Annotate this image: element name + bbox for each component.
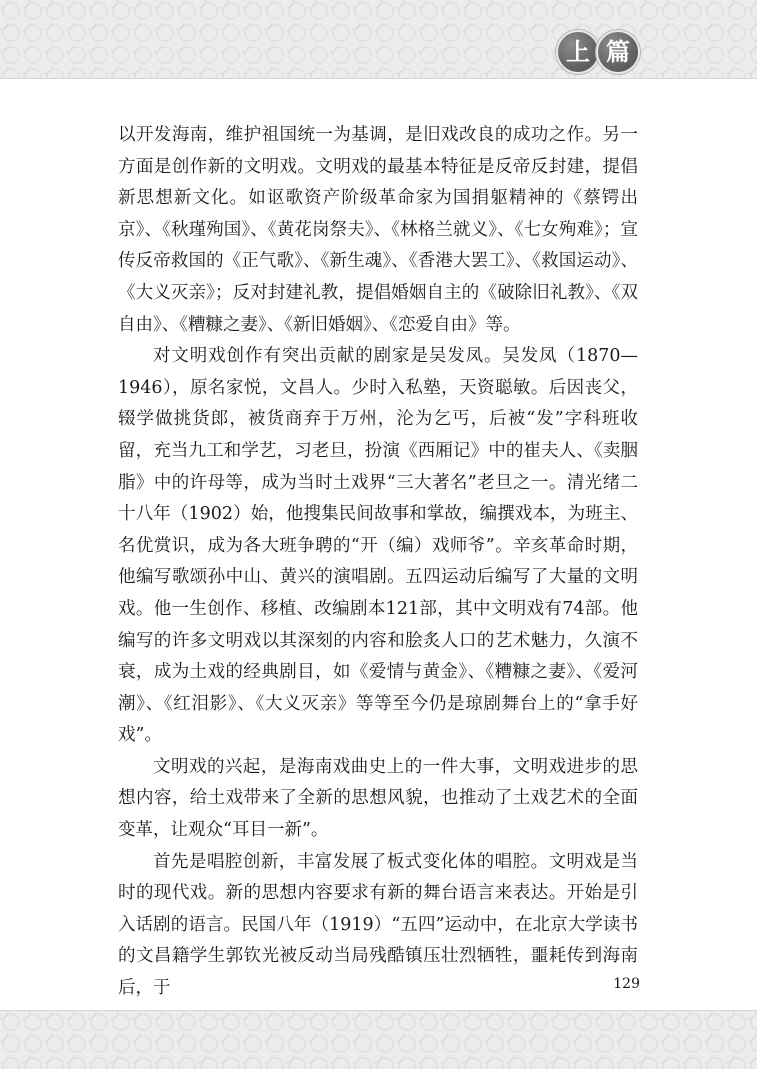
section-tag (556, 30, 646, 74)
page-body-text (118, 120, 638, 1005)
paragraph-2: 对文明戏创作有突出贡献的剧家是吴发凤。吴发凤（1870—1946），原名家悦，文昌人。少时入私塾，天资聪敏。后因丧父，辍学做挑货郎，被货商弃于万州，沦为乞丐，后被“发”字科班收留，充当九工和学艺，习老旦，扮演《西厢记》中的崔夫人、《卖胭脂》中的许母等，成为当时土戏界“三大著名”老旦之一。清光绪二十八年（1902）始，他搜集民间故事和掌故，编撰戏本，为班主、名优赏识，成为各大班争聘的“开（编）戏师爷”。辛亥革命时期，他编写歌颂孙中山、黄兴的演唱剧。五四运动后编写了大量的文明戏。他一生创作、移植、改编剧本121部，其中文明戏有74部。他编写的许多文明戏以其深刻的内容和脍炙人口的艺术魅力，久演不衰，成为土戏的经典剧目，如《爱情与黄金》、《糟糠之妻》、《爱河潮》、《红泪影》、《大义灭亲》等等至今仍是琼剧舞台上的“拿手好戏”。 (118, 346, 638, 746)
footer-pattern-band (0, 1010, 757, 1069)
paragraph-4: 首先是唱腔创新，丰富发展了板式变化体的唱腔。文明戏是当时的现代戏。新的思想内容要求有新的舞台语言来表达。开始是引入话剧的语言。民国八年（1919）“五四”运动中，在北京大学读书的文昌籍学生郭钦光被反动当局残酷镇压壮烈牺牲，噩耗传到海南后，于 (118, 851, 638, 999)
paragraph-3: 文明戏的兴起，是海南戏曲史上的一件大事，文明戏进步的思想内容，给土戏带来了全新的思想风貌，也推动了土戏艺术的全面变革，让观众“耳目一新”。 (118, 756, 638, 841)
paragraph-1: 以开发海南，维护祖国统一为基调，是旧戏改良的成功之作。另一方面是创作新的文明戏。文明戏的最基本特征是反帝反封建，提倡新思想新文化。如讴歌资产阶级革命家为国捐躯精神的《蔡锷出京》、《秋瑾殉国》、《黄花岗祭夫》、《林格兰就义》、《七女殉难》；宣传反帝救国的《正气歌》、《新生魂》、《香港大罢工》、《救国运动》、《大义灭亲》；反对封建礼教，提倡婚姻自主的《破除旧礼教》、《双自由》、《糟糠之妻》、《新旧婚姻》、《恋爱自由》等。 (118, 125, 638, 335)
section-tag-char-1: 上 (556, 30, 600, 74)
page-number: 129 (613, 976, 640, 992)
section-tag-char-2: 篇 (596, 30, 640, 74)
